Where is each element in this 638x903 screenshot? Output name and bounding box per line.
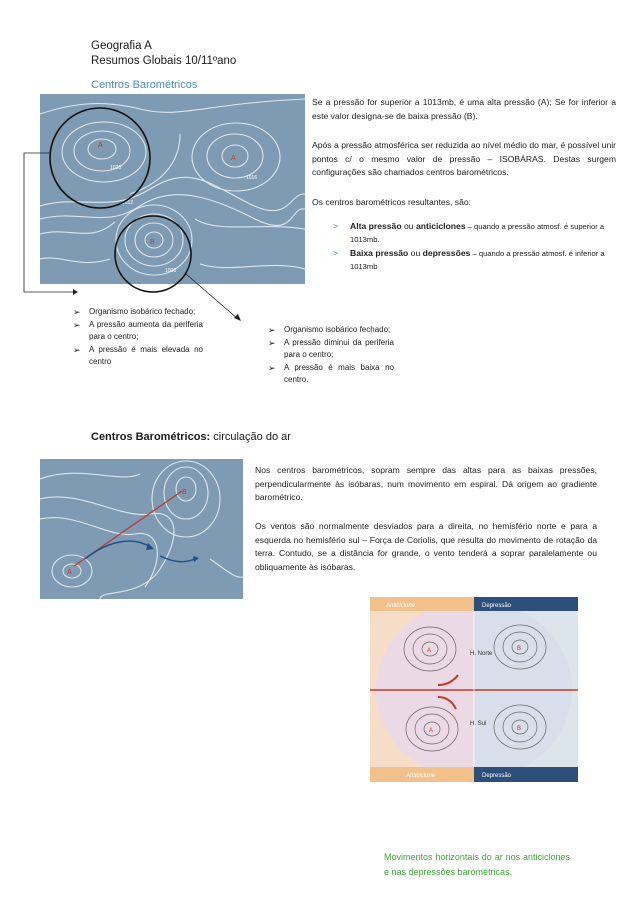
map1-label-a2: A [231,155,236,162]
isobar-label-3: 1012 [122,200,134,206]
center-types-list [333,220,616,273]
pressure-paragraph: Se a pressão for superior a 1013mb, é uma alta pressão (A); Se for inferior a este valor designa-se de baixa pressão (B). [312,97,616,121]
diagram-label-tr: Depressão [482,603,512,609]
map2-label-b: B [182,489,187,496]
list-item: ➢ A pressão é mais baixa no centro. [268,362,394,384]
diagram-label-br: Depressão [482,773,512,779]
map2-label-a: A [67,569,72,576]
diagram-label-a-north: A [427,648,432,654]
isobar-label-2: 1016 [246,175,258,181]
diagram-label-b-north: B [517,646,522,652]
isobar-label-1: 1020 [110,165,122,171]
map1-label-b: B [150,239,155,246]
document-subtitle: Resumos Globais 10/11ºano [91,55,237,67]
section-title-circulacao: Centros Barométricos: circulação do ar [91,431,291,443]
diagram-label-hnorte: H. Norte [470,651,493,657]
list-item: ➢ A pressão é mais elevada no centro [73,344,203,366]
list-item: ➢ Organismo isobárico fechado; [73,307,196,317]
diagram-label-b-south: B [517,726,522,732]
coriolis-diagram-graphic [370,597,578,782]
list-item-low-pressure: > Baixa pressão ou depressões – quando a pressão atmosf. é inferior a 1013mb [333,248,605,271]
bullet-arrow-icon: > [333,221,339,231]
anticyclone-connector [24,153,73,292]
checkmark-arrow-icon: ➢ [73,307,81,317]
checkmark-arrow-icon: ➢ [268,325,276,335]
diagram-label-a-south: A [429,728,434,734]
checkmark-arrow-icon: ➢ [268,362,276,373]
wind-circulation-map [40,459,243,599]
centers-intro: Os centros barométricos resultantes, são: [312,197,472,207]
list-item: ➢ A pressão aumenta da periferia para o centro; [73,319,203,341]
coriolis-diagram [370,597,578,782]
list-item-high-pressure: > Alta pressão ou anticiclones – quando a pressão atmosf. é superior a 1013mb. [333,221,605,244]
isobar-label-4: 1008 [165,268,177,274]
isobars-paragraph: Após a pressão atmosférica ser reduzida ao nível médio do mar, é possível unir pontos c/ o mesmo valor de pressão – ISOBÁRAS. Destas surgem configurações são chamados centros barométricos. [312,140,616,178]
list-item: ➢ A pressão diminui da periferia para o centro; [268,337,394,359]
anticyclone-bullets [73,306,203,369]
checkmark-arrow-icon: ➢ [73,344,81,355]
section-title-centros: Centros Barométricos [91,79,198,91]
depression-callout-circle [115,216,191,292]
checkmark-arrow-icon: ➢ [73,319,81,330]
map1-label-a1: A [98,142,103,149]
diagram-label-tl: Anticiclone [386,603,416,609]
circulation-paragraph: Nos centros barométricos, sopram sempre das altas para as baixas pressões, perpendicularmente às isóbaras, num movimento em espiral. Dá origem ao gradiente barométrico. [255,465,597,503]
coriolis-paragraph: Os ventos são normalmente desviados para a direita, no hemisfério norte e para a esquerda no hemisfério sul – Força de Coriolis, que resulta do movimento de rotação da terra. Contudo, se a distância for grande, o vento tenderá a soprar paralelamente ou obliquamente às isóbaras. [255,521,597,572]
diagram-label-bl: Anticiclone [406,773,436,779]
bullet-arrow-icon: > [333,248,339,258]
subject-title: Geografia A [91,40,152,52]
depression-bullets [268,324,394,387]
diagram-caption: Movimentos horizontais do ar nos anticiclones e nas depressões barométricas. [384,852,570,877]
isobar-map-2 [40,459,243,599]
checkmark-arrow-icon: ➢ [268,337,276,348]
anticyclone-callout-circle [50,108,150,208]
diagram-label-hsul: H. Sul [470,721,487,727]
list-item: ➢ Organismo isobárico fechado; [268,325,391,335]
